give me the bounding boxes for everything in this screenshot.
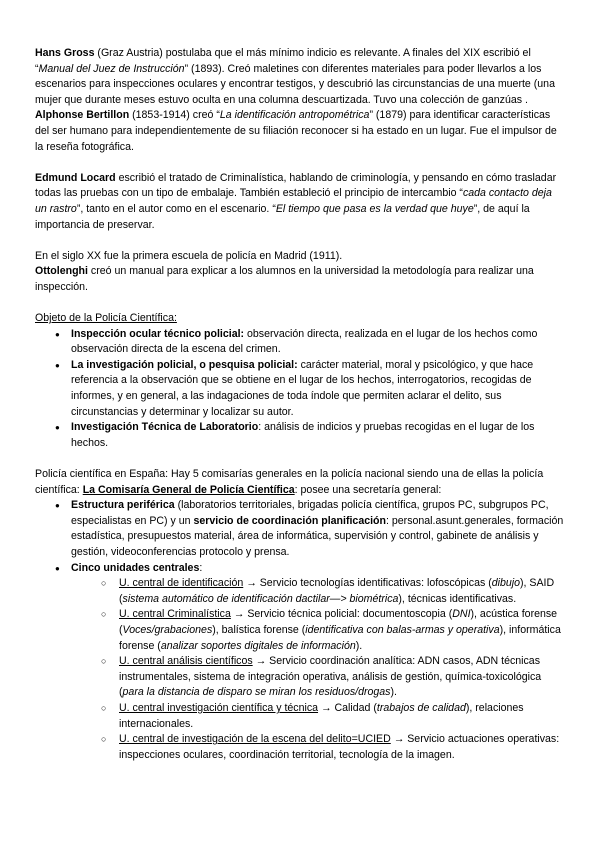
text: ), informática forense ( — [119, 623, 561, 652]
paragraph-espana — [35, 467, 565, 498]
paragraph-siglo-xx: En el siglo XX fue la primera escuela de policía en Madrid (1911). — [35, 249, 343, 262]
text: ” (1893). Creó maletines con diferentes materiales para poder llevarlos a los escenarios para inspecciones oculares y encontrar testigos, y descubrió las circunstancias de una muerte (una mujer que durante meses estuvo oculta en una columna descuartizada. Tuvo una colección de ganzúas . — [35, 62, 555, 106]
book-title: Manual del Juez de Instrucción — [38, 62, 185, 75]
unit-analisis — [35, 654, 565, 701]
name-bertillon: Alphonse Bertillon — [35, 109, 130, 122]
note: trabajos de calidad — [376, 701, 466, 714]
text: → Servicio tecnologías identificativas: lofoscópicas ( — [243, 577, 492, 590]
unit-name: U. central de investigación de la escena del delito=UCIED — [119, 733, 391, 746]
paragraph-locard — [35, 171, 565, 233]
comisaria-title: La Comisaría General de Policía Científica — [82, 483, 295, 496]
unit-identificacion — [35, 576, 565, 607]
quote: El tiempo que pasa es la verdad que huye — [275, 202, 474, 215]
book-title: La identificación antropométrica — [219, 109, 370, 122]
text: → Servicio coordinación analítica: ADN casos, ADN técnicas instrumentales, sistema de integración operativa, análisis de gestión, química-toxicológica ( — [119, 655, 542, 699]
item-title: Investigación Técnica de Laboratorio — [71, 421, 259, 434]
unit-name: U. central investigación científica y técnica — [119, 701, 319, 714]
item-title: La investigación policial, o pesquisa policial: — [71, 358, 298, 371]
text: (1853-1914) creó “ — [129, 109, 220, 122]
list-item — [35, 327, 565, 358]
text: ”, de aquí la importancia de preservar. — [35, 202, 530, 231]
list-item — [35, 358, 565, 420]
unidades-list — [71, 576, 565, 763]
name-ottolenghi: Ottolenghi — [35, 265, 88, 278]
note: Voces/grabaciones — [122, 623, 213, 636]
unit-name: U. central de identificación — [119, 577, 244, 590]
text: ” (1879) para identificar características del ser humano para independientemente de su filiación reconocer si ha estado en un lugar. Fue el impulsor de la reseña fotográfica. — [35, 109, 557, 153]
text: (Graz Austria) postulaba que el más mínimo indicio es relevante. A finales del XIX escribió el “ — [35, 47, 531, 75]
note: para la distancia de disparo se miran los residuos/drogas — [122, 686, 391, 699]
note: analizar soportes digitales de información — [160, 639, 356, 652]
paragraph-ottolenghi — [35, 264, 565, 295]
text: Policía científica en España: Hay 5 comisarías generales en la policía nacional siendo una de ellas la policía científica: — [35, 468, 544, 496]
unit-investigacion — [35, 701, 565, 732]
item-title: Cinco unidades centrales — [71, 561, 200, 574]
text: ), balística forense ( — [212, 623, 306, 636]
section-heading-objeto — [35, 311, 565, 327]
note: dibujo — [491, 577, 521, 590]
espana-list — [35, 498, 565, 763]
unit-name: U. central Criminalística — [119, 608, 231, 621]
text: escribió el tratado de Criminalística, hablando de criminología, y pensando en cómo trasladar todas las pruebas con un tipo de embalaje. También estableció el principio de intercambio “ — [35, 171, 557, 200]
objeto-list — [35, 327, 565, 452]
item-title: servicio de coordinación planificación — [193, 514, 386, 527]
heading-text: Objeto de la Policía Científica: — [35, 312, 177, 325]
item-text: : análisis de indicios y pruebas recogidas en el lugar de los hechos. — [71, 421, 535, 449]
item-title: Inspección ocular técnico policial: — [71, 327, 245, 340]
note: sistema automático de identificación dactilar—> biométrica — [122, 592, 399, 605]
document-page — [35, 46, 565, 763]
text: (laboratorios territoriales, brigadas policía científica, grupos PC, subgrupos PC, especialistas en PC) y un — [71, 499, 549, 527]
unit-criminalistica — [35, 607, 565, 654]
name-locard: Edmund Locard — [35, 171, 116, 184]
text: → Calidad ( — [318, 701, 377, 714]
text: : — [199, 561, 203, 574]
quote: cada contacto deja un rastro — [35, 187, 552, 215]
text: → Servicio técnica policial: documentoscopia ( — [230, 608, 453, 621]
list-item-cinco-unidades — [35, 561, 565, 764]
unit-ucied — [35, 732, 565, 763]
name-hans-gross: Hans Gross — [35, 47, 95, 59]
note: DNI — [452, 608, 471, 621]
item-text: carácter material, moral y psicológico, y que hace referencia a la observación que se obtiene en el lugar de los hechos, interrogatorios, recogidas de informes, y en general, a las indagaciones de toda índole que permiten aclarar el delito, sus circunstancias y determinar y localizar su autor. — [71, 358, 534, 418]
item-title: Estructura periférica — [71, 499, 175, 512]
note: identificativa con balas-armas y operativa — [305, 623, 500, 636]
list-item-estructura — [35, 498, 565, 560]
text: → Servicio actuaciones operativas: inspecciones oculares, coordinación territorial, tecnología de la imagen. — [119, 733, 560, 761]
paragraph-bertillon — [35, 108, 565, 155]
text: ). — [355, 639, 363, 652]
text: ), relaciones internacionales. — [119, 701, 524, 730]
text: : personal.asunt.generales, formación estadística, presupuestos material, área de informática, supervisión y control, gabinete de análisis y gestión, videoconferencias protocolo y prensa. — [71, 514, 564, 558]
list-item — [35, 420, 565, 451]
text: ), SAID ( — [119, 577, 555, 605]
item-text: observación directa, realizada en el lugar de los hechos como observación directa de la escena del crimen. — [71, 327, 538, 356]
unit-name: U. central análisis científicos — [119, 655, 253, 668]
text: : posee una secretaría general: — [294, 483, 442, 496]
paragraph-hans-gross — [35, 46, 565, 108]
text: ), acústica forense ( — [119, 608, 558, 636]
text: ). — [390, 686, 397, 699]
text: ), técnicas identificativas. — [398, 592, 517, 605]
text: creó un manual para explicar a los alumnos en la universidad la metodología para realizar una inspección. — [35, 265, 534, 293]
text: ”, tanto en el autor como en el escenario. “ — [76, 202, 276, 215]
